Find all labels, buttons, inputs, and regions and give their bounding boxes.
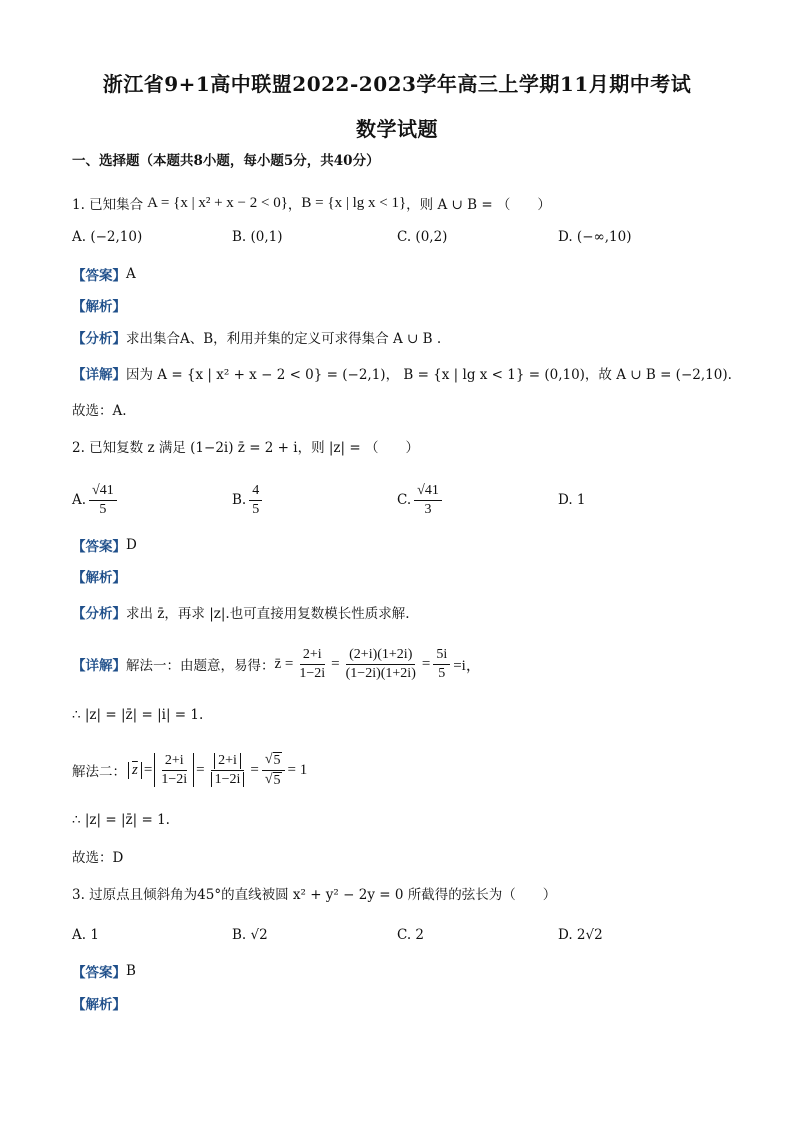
q2-option-d: D. 1	[558, 492, 586, 508]
q1-stem-tail: ，则 A ∪ B = （ ）	[406, 197, 551, 213]
q1-detail-text: 因为 A = {x | x² + x − 2 < 0} = (−2,1)， B = {x | lg x < 1} = (0,10)，故 A ∪ B = (−2,10).	[126, 367, 732, 383]
q2-fenxi-text: 求出 z̄，再求 |z|.也可直接用复数模长性质求解.	[126, 606, 410, 622]
q2-fenxi	[72, 597, 410, 627]
q1-set-a: A = {x | x² + x − 2 < 0}	[147, 194, 288, 211]
analysis-tag: 【解析】	[72, 299, 126, 315]
q2-detail-method1: 【详解】 解法一：由题意，易得： z̄ = $\frac{2+i}{1-2i}$ = $\frac{(2+i)(1+2i)}{(1-2i)(1+2i)}$ = $\frac{5i}{5}$ =i，	[72, 647, 481, 681]
q2-option-c-denominator: 3	[424, 501, 432, 517]
q2-method2-sqrt-ratio: √ 5 √ 5	[262, 752, 285, 788]
q2-detail-fraction-1-denominator: 1−2i	[299, 665, 326, 681]
q2-detail-fraction-1	[296, 647, 328, 681]
detail-tag: 【详解】	[72, 367, 126, 383]
q2-option-b-denominator: 5	[252, 501, 260, 517]
q1-fenxi-text: 求出集合A、B，利用并集的定义可求得集合 A ∪ B .	[126, 331, 442, 347]
q2-conclusion-2: ∴ |z| = |z̄| = 1.	[72, 812, 170, 828]
detail-tag: 【详解】	[72, 658, 126, 674]
q2-method2-abs-zbar: $\overline{z}$	[128, 762, 142, 779]
q2-option-a	[72, 480, 120, 520]
q2-option-c-label: C.	[397, 492, 412, 508]
document-subtitle: 数学试题	[356, 117, 438, 141]
q2-method2-label: 解法二：	[72, 764, 126, 780]
answer-tag: 【答案】	[72, 268, 126, 284]
q2-answer-value: D	[126, 537, 137, 553]
q2-conclusion-1: ∴ |z| = |z̄| = |i| = 1.	[72, 707, 204, 723]
q2-analysis-heading	[72, 561, 126, 591]
q2-detail-tail: =i，	[453, 657, 481, 674]
q3-analysis-heading	[72, 988, 126, 1018]
q1-option-d: D. (−∞,10)	[558, 229, 632, 245]
q3-answer	[72, 956, 136, 986]
q2-choose: 故选：D	[72, 850, 124, 866]
q1-option-c: C. (0,2)	[397, 229, 448, 245]
q2-detail-lhs: z̄ =	[274, 655, 294, 672]
q2-option-b-numerator: 4	[249, 483, 262, 500]
q2-option-b-fraction	[249, 483, 262, 517]
q3-option-b: B. √2	[232, 927, 268, 943]
fenxi-tag: 【分析】	[72, 331, 126, 347]
analysis-tag: 【解析】	[72, 570, 126, 586]
q1-set-b: B = {x | lg x < 1}	[301, 194, 407, 211]
q2-option-c	[397, 480, 445, 520]
q2-detail-fraction-3-numerator: 5i	[433, 647, 450, 664]
q2-detail-fraction-3-denominator: 5	[438, 665, 446, 681]
q2-method2-abs-fraction: $\frac{2+i}{1-2i}$	[154, 753, 194, 787]
q2-option-a-numerator: √41	[89, 483, 117, 500]
q2-detail-fraction-3	[433, 647, 450, 681]
q2-option-c-fraction	[414, 483, 442, 517]
q1-choose: 故选：A.	[72, 403, 127, 419]
q3-stem: 3. 过原点且倾斜角为45°的直线被圆 x² + y² − 2y = 0 所截得的弦长为（ ）	[72, 887, 557, 903]
q2-detail-fraction-1-numerator: 2+i	[300, 647, 325, 664]
q2-method2-abs-ratio: $\frac{2+i}{1-2i}$	[208, 753, 248, 787]
q1-stem-lead: 1. 已知集合	[72, 197, 144, 213]
q3-option-c: C. 2	[397, 927, 425, 943]
q1-fenxi	[72, 322, 441, 352]
q1-comma: ，	[287, 197, 302, 213]
q2-option-a-fraction	[89, 483, 117, 517]
q2-detail-fraction-2	[343, 647, 419, 681]
q2-option-a-label: A.	[72, 492, 87, 508]
q2-detail-fraction-2-denominator: (1−2i)(1+2i)	[345, 665, 416, 681]
q2-detail-intro: 解法一：由题意，易得：	[126, 658, 275, 674]
q3-answer-value: B	[126, 963, 136, 979]
section-heading: 一、选择题（本题共8小题，每小题5分，共40分）	[72, 153, 380, 169]
q2-detail-method2: 解法二： $\overline{z}$ = $\frac{2+i}{1-2i}$ = $\frac{2+i}{1-2i}$ = √ 5 √ 5 = 1	[72, 752, 308, 788]
q2-answer	[72, 530, 137, 560]
q1-answer	[72, 259, 136, 289]
q3-option-d: D. 2√2	[558, 927, 603, 943]
analysis-tag: 【解析】	[72, 997, 126, 1013]
q1-analysis-heading	[72, 290, 126, 320]
q3-option-a: A. 1	[72, 927, 99, 943]
q2-option-b	[232, 480, 265, 520]
q1-option-b: B. (0,1)	[232, 229, 283, 245]
q2-option-b-label: B.	[232, 492, 247, 508]
answer-tag: 【答案】	[72, 539, 126, 555]
q1-answer-value: A	[126, 266, 136, 282]
q2-option-c-numerator: √41	[414, 483, 442, 500]
answer-tag: 【答案】	[72, 965, 126, 981]
q1-option-a: A. (−2,10)	[72, 229, 143, 245]
q1-stem	[72, 188, 551, 218]
document-title: 浙江省9+1高中联盟2022-2023学年高三上学期11月期中考试	[102, 72, 692, 96]
q2-option-a-denominator: 5	[99, 501, 107, 517]
q1-detail	[72, 358, 732, 388]
q2-detail-fraction-2-numerator: (2+i)(1+2i)	[346, 647, 415, 664]
q2-stem: 2. 已知复数 z 满足 (1−2i) z̄ = 2 + i，则 |z| = （ ）	[72, 440, 419, 456]
fenxi-tag: 【分析】	[72, 606, 126, 622]
